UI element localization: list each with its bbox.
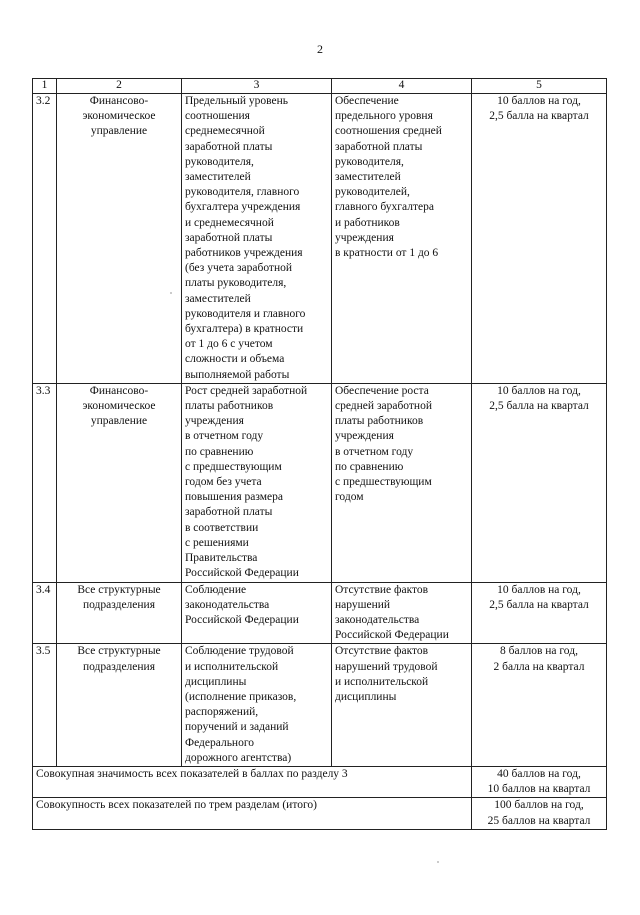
table-row <box>33 644 607 767</box>
text-line: повышения размера <box>185 491 283 504</box>
header-cell-3: 3 <box>182 79 332 94</box>
page-number: 2 <box>317 42 323 56</box>
text-line: платы работников <box>335 415 424 428</box>
text-line: 100 баллов на год, <box>494 799 584 812</box>
text-line: подразделения <box>82 598 155 611</box>
section-total-label: Совокупная значимость всех показателей в баллах по разделу 3 <box>33 766 472 797</box>
row-number: 3.3 <box>33 383 57 582</box>
row-number: 3.5 <box>33 644 57 767</box>
text-line: Российской Федерации <box>335 629 449 642</box>
text-line: сложности и объема <box>185 353 285 366</box>
header-cell-2: 2 <box>57 79 182 94</box>
text-line: 10 баллов на год, <box>497 583 581 596</box>
score-cell <box>472 582 607 644</box>
text-line: соотношения <box>185 110 250 123</box>
score-cell <box>472 383 607 582</box>
text-line: нарушений <box>335 598 391 611</box>
table-row <box>33 94 607 384</box>
unit-cell <box>57 644 182 767</box>
text-line: по сравнению <box>185 445 254 458</box>
table-row <box>33 383 607 582</box>
text-line: Обеспечение роста <box>335 384 429 397</box>
text-line: Соблюдение <box>185 583 247 596</box>
text-line: заместителей <box>185 292 251 305</box>
text-line: выполняемой работы <box>185 368 290 381</box>
text-line: Финансово- <box>89 384 149 397</box>
text-line: экономическое <box>82 400 156 413</box>
indicator-cell <box>182 94 332 384</box>
text-line: Соблюдение трудовой <box>185 645 294 658</box>
text-line: платы работников <box>185 400 274 413</box>
criterion-cell <box>332 383 472 582</box>
text-line: управление <box>90 125 148 138</box>
text-line: экономическое <box>82 110 156 123</box>
text-line: 10 баллов на квартал <box>487 783 591 796</box>
text-line: заработной платы <box>185 140 273 153</box>
header-cell-4: 4 <box>332 79 472 94</box>
text-line: Отсутствие фактов <box>335 583 429 596</box>
text-line: Предельный уровень <box>185 95 288 107</box>
row-number: 3.4 <box>33 582 57 644</box>
score-cell <box>472 644 607 767</box>
text-line: Обеспечение <box>335 95 399 107</box>
text-line: и работников <box>335 216 400 229</box>
text-line: Федерального <box>185 736 255 749</box>
table-header-row <box>33 79 607 94</box>
text-line: управление <box>90 415 148 428</box>
text-line: Российской Федерации <box>185 567 299 580</box>
text-line: нарушений трудовой <box>335 660 438 673</box>
scan-speck <box>170 292 172 294</box>
text-line: руководителя, <box>335 155 404 168</box>
text-line: заместителей <box>335 171 401 184</box>
text-line: соотношения средней <box>335 125 442 138</box>
grand-total-score <box>472 798 607 829</box>
criterion-cell <box>332 644 472 767</box>
criterion-cell <box>332 94 472 384</box>
text-line: 10 баллов на год, <box>497 95 581 107</box>
text-line: (без учета заработной <box>185 262 293 275</box>
text-line: Отсутствие фактов <box>335 645 429 658</box>
text-line: и исполнительской <box>335 675 429 688</box>
text-line: 25 баллов на квартал <box>487 814 591 827</box>
text-line: в кратности от 1 до 6 <box>335 247 439 260</box>
text-line: Все структурные <box>77 583 161 596</box>
text-line: и среднемесячной <box>185 216 274 229</box>
text-line: Все структурные <box>77 645 161 658</box>
text-line: годом <box>335 491 364 504</box>
text-line: дорожного агентства) <box>185 751 292 764</box>
text-line: законодательства <box>335 613 420 626</box>
text-line: (исполнение приказов, <box>185 690 297 703</box>
text-line: главного бухгалтера <box>335 201 434 214</box>
text-line: дисциплины <box>185 675 247 688</box>
text-line: руководителя, главного <box>185 186 300 199</box>
text-line: среднемесячной <box>185 125 265 138</box>
text-line: средней заработной <box>335 400 432 413</box>
text-line: Правительства <box>185 552 258 565</box>
text-line: 2,5 балла на квартал <box>489 598 589 611</box>
text-line: бухгалтера учреждения <box>185 201 301 214</box>
text-line: руководителей, <box>335 186 410 199</box>
indicator-cell <box>182 644 332 767</box>
text-line: в соответствии <box>185 521 259 534</box>
grand-total-label: Совокупность всех показателей по трем разделам (итого) <box>33 798 472 829</box>
text-line: заработной платы <box>185 231 273 244</box>
text-line: законодательства <box>185 598 270 611</box>
text-line: 8 баллов на год, <box>500 645 578 658</box>
text-line: поручений и заданий <box>185 721 289 734</box>
text-line: Российской Федерации <box>185 613 299 626</box>
text-line: от 1 до 6 с учетом <box>185 338 273 351</box>
row-number: 3.2 <box>33 94 57 384</box>
text-line: 2 балла на квартал <box>493 660 585 673</box>
text-line: по сравнению <box>335 460 404 473</box>
section-total-row <box>33 766 607 797</box>
text-line: 40 баллов на год, <box>497 767 581 780</box>
text-line: дисциплины <box>335 690 397 703</box>
unit-cell <box>57 94 182 384</box>
text-line: заместителей <box>185 171 251 184</box>
text-line: работников учреждения <box>185 247 303 260</box>
text-line: 10 баллов на год, <box>497 384 581 397</box>
text-line: в отчетном году <box>335 445 414 458</box>
text-line: заработной платы <box>185 506 273 519</box>
text-line: годом без учета <box>185 476 262 489</box>
text-line: с предшествующим <box>185 460 282 473</box>
text-line: и исполнительской <box>185 660 279 673</box>
unit-cell <box>57 582 182 644</box>
header-cell-5: 5 <box>472 79 607 94</box>
text-line: учреждения <box>335 231 394 244</box>
unit-cell <box>57 383 182 582</box>
text-line: с предшествующим <box>335 476 432 489</box>
indicator-cell <box>182 582 332 644</box>
indicators-table <box>32 78 607 830</box>
text-line: руководителя, <box>185 155 254 168</box>
text-line: учреждения <box>335 430 394 443</box>
text-line: платы руководителя, <box>185 277 287 290</box>
text-line: 2,5 балла на квартал <box>489 400 589 413</box>
text-line: руководителя и главного <box>185 307 306 320</box>
grand-total-row <box>33 798 607 829</box>
text-line: 2,5 балла на квартал <box>489 110 589 123</box>
score-cell <box>472 94 607 384</box>
text-line: в отчетном году <box>185 430 264 443</box>
scan-speck <box>437 861 439 863</box>
text-line: Финансово- <box>89 95 149 107</box>
text-line: Рост средней заработной <box>185 384 308 397</box>
header-cell-1: 1 <box>33 79 57 94</box>
text-line: подразделения <box>82 660 155 673</box>
text-line: бухгалтера) в кратности <box>185 323 304 336</box>
table-row <box>33 582 607 644</box>
indicator-cell <box>182 383 332 582</box>
text-line: учреждения <box>185 415 244 428</box>
section-total-score <box>472 766 607 797</box>
text-line: с решениями <box>185 536 249 549</box>
criterion-cell <box>332 582 472 644</box>
text-line: распоряжений, <box>185 706 259 719</box>
text-line: предельного уровня <box>335 110 433 123</box>
text-line: заработной платы <box>335 140 423 153</box>
